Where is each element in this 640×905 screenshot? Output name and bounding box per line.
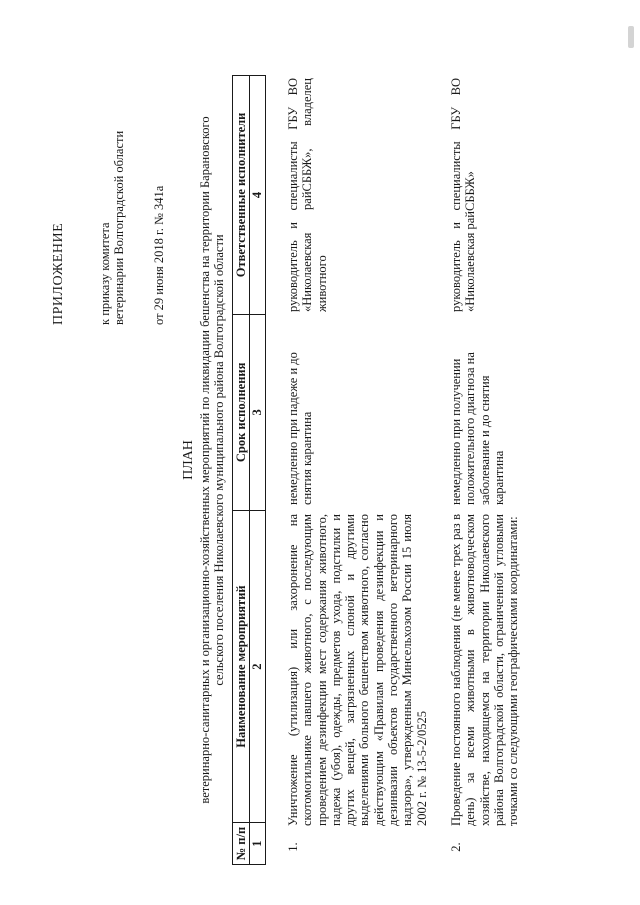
header-responsible: Ответственные исполнители xyxy=(233,76,250,315)
col-number-4: 4 xyxy=(250,76,265,315)
appendix-line-1: к приказу комитета xyxy=(98,222,112,325)
header-measure: Наименование мероприятий xyxy=(233,510,250,822)
col-number-2: 2 xyxy=(250,510,265,822)
row-number: 1. xyxy=(286,842,300,852)
col-number-1: 1 xyxy=(250,823,265,865)
row-responsible: руководитель и специалисты ГБУ ВО «Николаевская райСББЖ», владелец животного xyxy=(286,78,329,312)
header-num: № п/п xyxy=(233,823,250,865)
row-term: немедленно при получении положительного диагноза на заболевание и до снятия карантина xyxy=(448,352,506,505)
plan-subtitle-2: сельского поселения Николаевского муниципального района Волгоградской области xyxy=(212,234,226,686)
appendix-date: от 29 июня 2018 г. № 341а xyxy=(152,185,166,325)
appendix-title: ПРИЛОЖЕНИЕ xyxy=(51,222,66,325)
plan-subtitle-1: ветеринарно-санитарных и организационно-хозяйственных мероприятий по ликвидации бешенства на территории Барановского xyxy=(198,116,212,804)
col-number-3: 3 xyxy=(250,314,265,510)
row-measure: Проведение постоянного наблюдения (не менее трех раз в день) за всеми животными в животноводческом хозяйстве, находящемся на территории Николаевского района Волгоградской области, ограниченной угловыми точками со следующими географическими координатами: xyxy=(448,514,521,826)
row-measure: Уничтожение (утилизация) или захоронение на скотомогильнике павшего животного, с последующим проведением дезинфекции мест содержания животного, падежа (убоя), одежды, предметов ухода, подстилки и других вещей, загрязненных слюной и другими выделениями больного бешенством животного, согласно действующим «Правилам проведения дезинфекции и дезинвазии объектов государственного ветеринарного надзора», утвержденным Минсельхозом России 15 июля 2002 г. № 13-5-2/0525 xyxy=(286,514,429,826)
row-number: 2. xyxy=(448,842,463,852)
header-term: Срок исполнения xyxy=(233,314,250,510)
plan-title: ПЛАН xyxy=(181,440,196,480)
table-row xyxy=(449,75,520,865)
table-row xyxy=(286,75,429,865)
plan-heading xyxy=(182,55,226,865)
column-number-row xyxy=(250,76,265,865)
plan-rows xyxy=(286,75,540,865)
appendix-block xyxy=(52,85,166,325)
row-responsible: руководитель и специалисты ГБУ ВО «Николаевская райСББЖ» xyxy=(448,78,478,312)
plan-table xyxy=(232,75,266,865)
table-header-row xyxy=(233,76,250,865)
appendix-line-2: ветеринарии Волгоградской области xyxy=(112,130,126,325)
row-term: немедленно при падеже и до снятия карантина xyxy=(286,352,315,505)
